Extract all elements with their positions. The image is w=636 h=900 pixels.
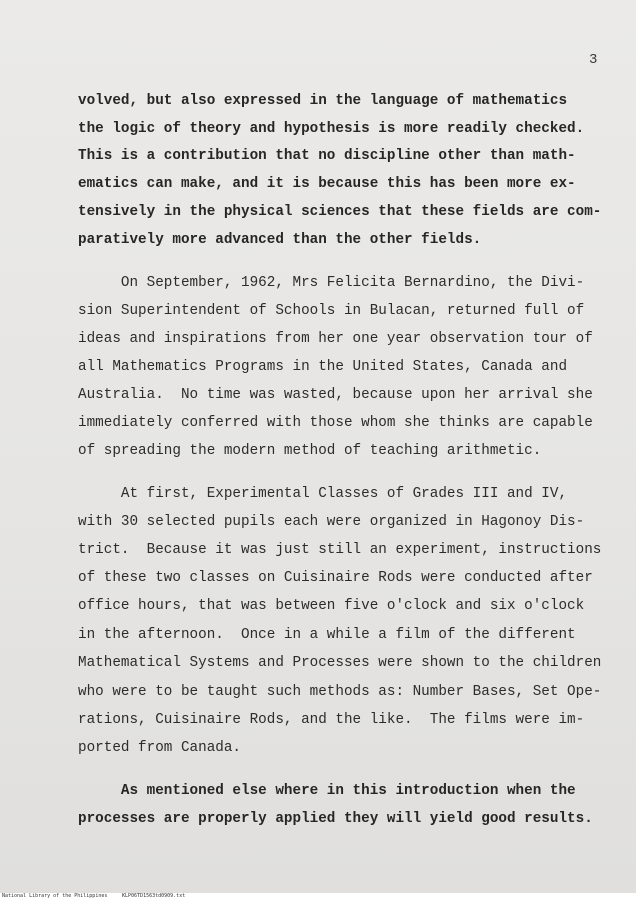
text-line: ported from Canada. [78,740,242,756]
text-line: tensively in the physical sciences that these fields are com- [78,204,602,220]
text-line: all Mathematics Programs in the United States, Canada and [78,359,568,375]
text-line: processes are properly applied they will yield good results. [78,811,593,827]
text-line: of these two classes on Cuisinaire Rods were conducted after [78,570,593,586]
text-line: trict. Because it was just still an experiment, instructions [78,542,602,558]
document-code: KLP06TD1563td0909.txt [122,893,186,899]
text-line: the logic of theory and hypothesis is more readily checked. [78,121,585,137]
text-line: This is a contribution that no discipline other than math- [78,148,576,164]
library-credit: National Library of the Philippines [2,893,108,899]
text-line: Mathematical Systems and Processes were shown to the children [78,655,602,671]
text-line: immediately conferred with those whom she thinks are capable [78,415,593,431]
text-line: At first, Experimental Classes of Grades III and IV, [78,486,568,502]
text-line: sion Superintendent of Schools in Bulacan, returned full of [78,303,585,319]
text-line: who were to be taught such methods as: Number Bases, Set Ope- [78,684,602,700]
scan-footer [0,893,636,900]
text-line: ideas and inspirations from her one year observation tour of [78,331,593,347]
text-line: rations, Cuisinaire Rods, and the like. The films were im- [78,712,585,728]
page-number: 3 [589,52,598,68]
text-line: volved, but also expressed in the language of mathematics [78,93,568,109]
text-line: paratively more advanced than the other fields. [78,232,482,248]
text-line: in the afternoon. Once in a while a film of the different [78,627,576,643]
text-line: On September, 1962, Mrs Felicita Bernardino, the Divi- [78,275,585,291]
text-line: As mentioned else where in this introduction when the [78,783,576,799]
text-line: of spreading the modern method of teaching arithmetic. [78,443,542,459]
text-line: Australia. No time was wasted, because upon her arrival she [78,387,593,403]
text-line: with 30 selected pupils each were organized in Hagonoy Dis- [78,514,585,530]
text-line: ematics can make, and it is because this has been more ex- [78,176,576,192]
text-line: office hours, that was between five o'clock and six o'clock [78,598,585,614]
